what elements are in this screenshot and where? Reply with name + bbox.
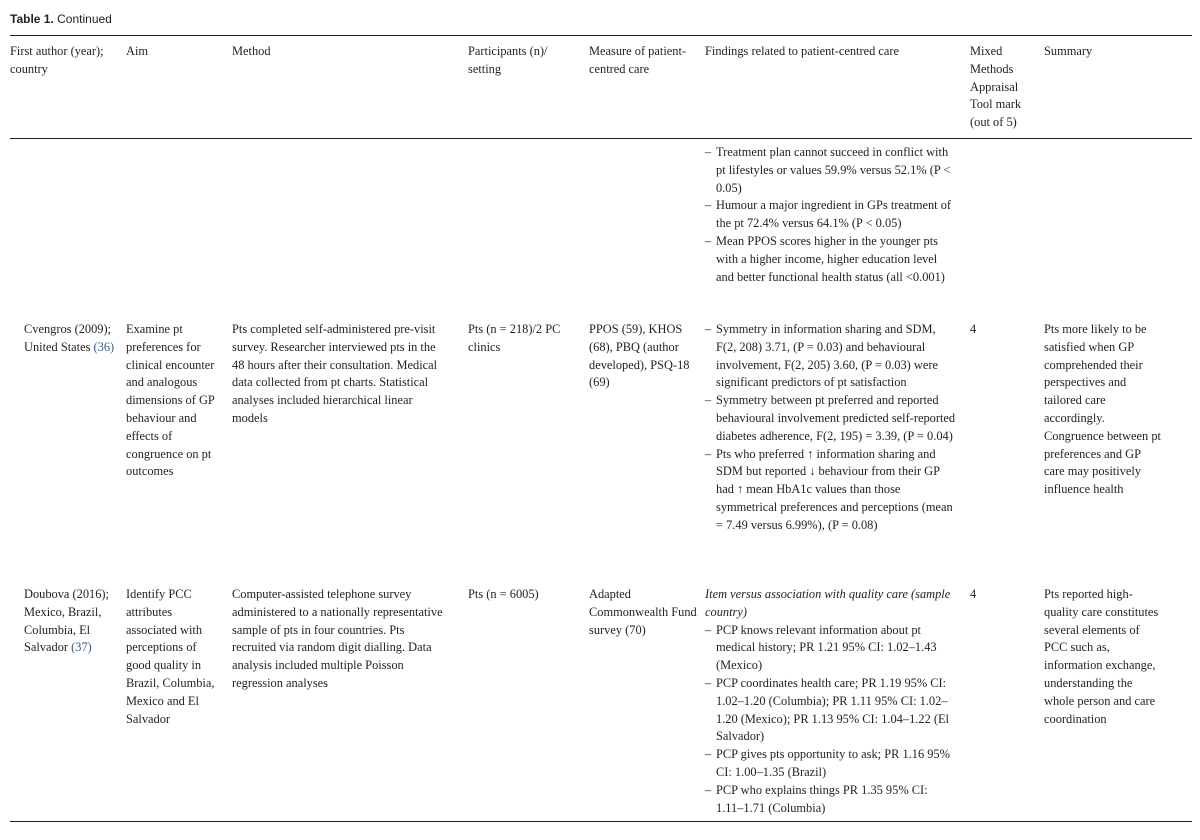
finding-item: – PCP gives pts opportunity to ask; PR 1.16 95% CI: 1.00–1.35 (Brazil): [705, 746, 957, 782]
row1-aim: Examine pt preferences for clinical encounter and analogous dimensions of GP behaviour and effects of congruence on pt outcomes: [126, 322, 215, 479]
finding-item: – Symmetry in information sharing and SDM, F(2, 208) 3.71, (P = 0.03) and behavioural involvement, F(2, 205) 3.60, (P = 0.03) were significant predictors of pt satisfaction: [705, 321, 957, 392]
row2-summary: Pts reported high-quality care constitutes several elements of PCC such as, information exchange, understanding the whole person and care coordination: [1044, 587, 1159, 726]
row2-findings: [705, 586, 957, 817]
header-author: First author (year); country: [10, 44, 104, 76]
table-caption: [10, 11, 112, 29]
row2-findings-heading: Item versus association with quality care (sample country): [705, 587, 951, 619]
row2-aim: Identify PCC attributes associated with perceptions of good quality in Brazil, Columbia, Mexico and El Salvador: [126, 587, 215, 726]
table-caption-label: Table 1.: [10, 12, 54, 26]
header-findings: Findings related to patient-centred care: [705, 44, 900, 58]
header-participants-text: Participants (n)/ setting: [468, 44, 548, 76]
row1-author-ref[interactable]: (36): [93, 339, 115, 354]
header-aim: Aim: [126, 44, 149, 58]
row2-measure: Adapted Commonwealth Fund survey (70): [589, 587, 697, 637]
table-caption-text: Continued: [57, 12, 112, 26]
row1-author-text: Cvengros (2009); United States: [24, 322, 112, 354]
top-rule: [10, 35, 1192, 36]
row2-method: Computer-assisted telephone survey administered to a nationally representative sample of pts in four countries. Pts recruited via random digit dialling. Data analysis included multiple Poisson regression analyses: [232, 587, 443, 690]
continued-findings: [705, 144, 957, 286]
row1-measure: PPOS (59), KHOS (68), PBQ (author developed), PSQ-18 (69): [589, 322, 690, 390]
row1-mmat: 4: [970, 322, 977, 336]
header-method: Method: [232, 44, 271, 58]
finding-item: – Symmetry between pt preferred and reported behavioural involvement predicted self-reported diabetes adherence, F(2, 195) = 3.39, (P = 0.04): [705, 392, 957, 445]
header-participants: [468, 43, 576, 79]
bottom-rule: [10, 821, 1192, 822]
continued-finding-item: – Humour a major ingredient in GPs treatment of the pt 72.4% versus 64.1% (P < 0.05): [705, 197, 957, 233]
header-mmat: Mixed Methods Appraisal Tool mark (out of 5): [970, 44, 1022, 130]
row2-author-text: Doubova (2016); Mexico, Brazil, Columbia, El Salvador: [24, 587, 109, 655]
row2-mmat: 4: [970, 587, 977, 601]
row1-summary: Pts more likely to be satisfied when GP comprehended their perspectives and tailored care accordingly. Congruence between pt preferences and GP care may positively influence health: [1044, 322, 1161, 497]
finding-item: – PCP who explains things PR 1.35 95% CI: 1.11–1.71 (Columbia): [705, 782, 957, 818]
row2-author: [24, 586, 120, 657]
row1-participants: Pts (n = 218)/2 PC clinics: [468, 322, 561, 354]
row1-author: [24, 321, 124, 357]
header-summary: Summary: [1044, 44, 1093, 58]
finding-item: – PCP knows relevant information about pt medical history; PR 1.21 95% CI: 1.02–1.43 (Mexico): [705, 622, 957, 675]
row1-method: Pts completed self-administered pre-visit survey. Researcher interviewed pts in the 48 hours after their consultation. Medical data collected from pt charts. Statistical analyses included hierarchical linear models: [232, 322, 438, 425]
header-rule: [10, 138, 1192, 139]
continued-finding-item: – Treatment plan cannot succeed in conflict with pt lifestyles or values 59.9% versus 52.1% (P < 0.05): [705, 144, 957, 197]
finding-item: – Pts who preferred ↑ information sharing and SDM but reported ↓ behaviour from their GP had ↑ mean HbA1c values than those symmetrical preferences and perceptions (mean = 7.49 versus 6.99%), (P = 0.08): [705, 446, 957, 535]
row1-findings: [705, 321, 957, 535]
continued-finding-item: – Mean PPOS scores higher in the younger pts with a higher income, higher education level and better functional health status (all <0.001): [705, 233, 957, 286]
row2-author-ref[interactable]: (37): [71, 640, 92, 655]
header-measure: Measure of patient-centred care: [589, 44, 687, 76]
row2-participants: Pts (n = 6005): [468, 587, 539, 601]
finding-item: – PCP coordinates health care; PR 1.19 95% CI: 1.02–1.20 (Columbia); PR 1.11 95% CI: 1.02–1.20 (Mexico); PR 1.13 95% CI: 1.04–1.22 (El Salvador): [705, 675, 957, 746]
